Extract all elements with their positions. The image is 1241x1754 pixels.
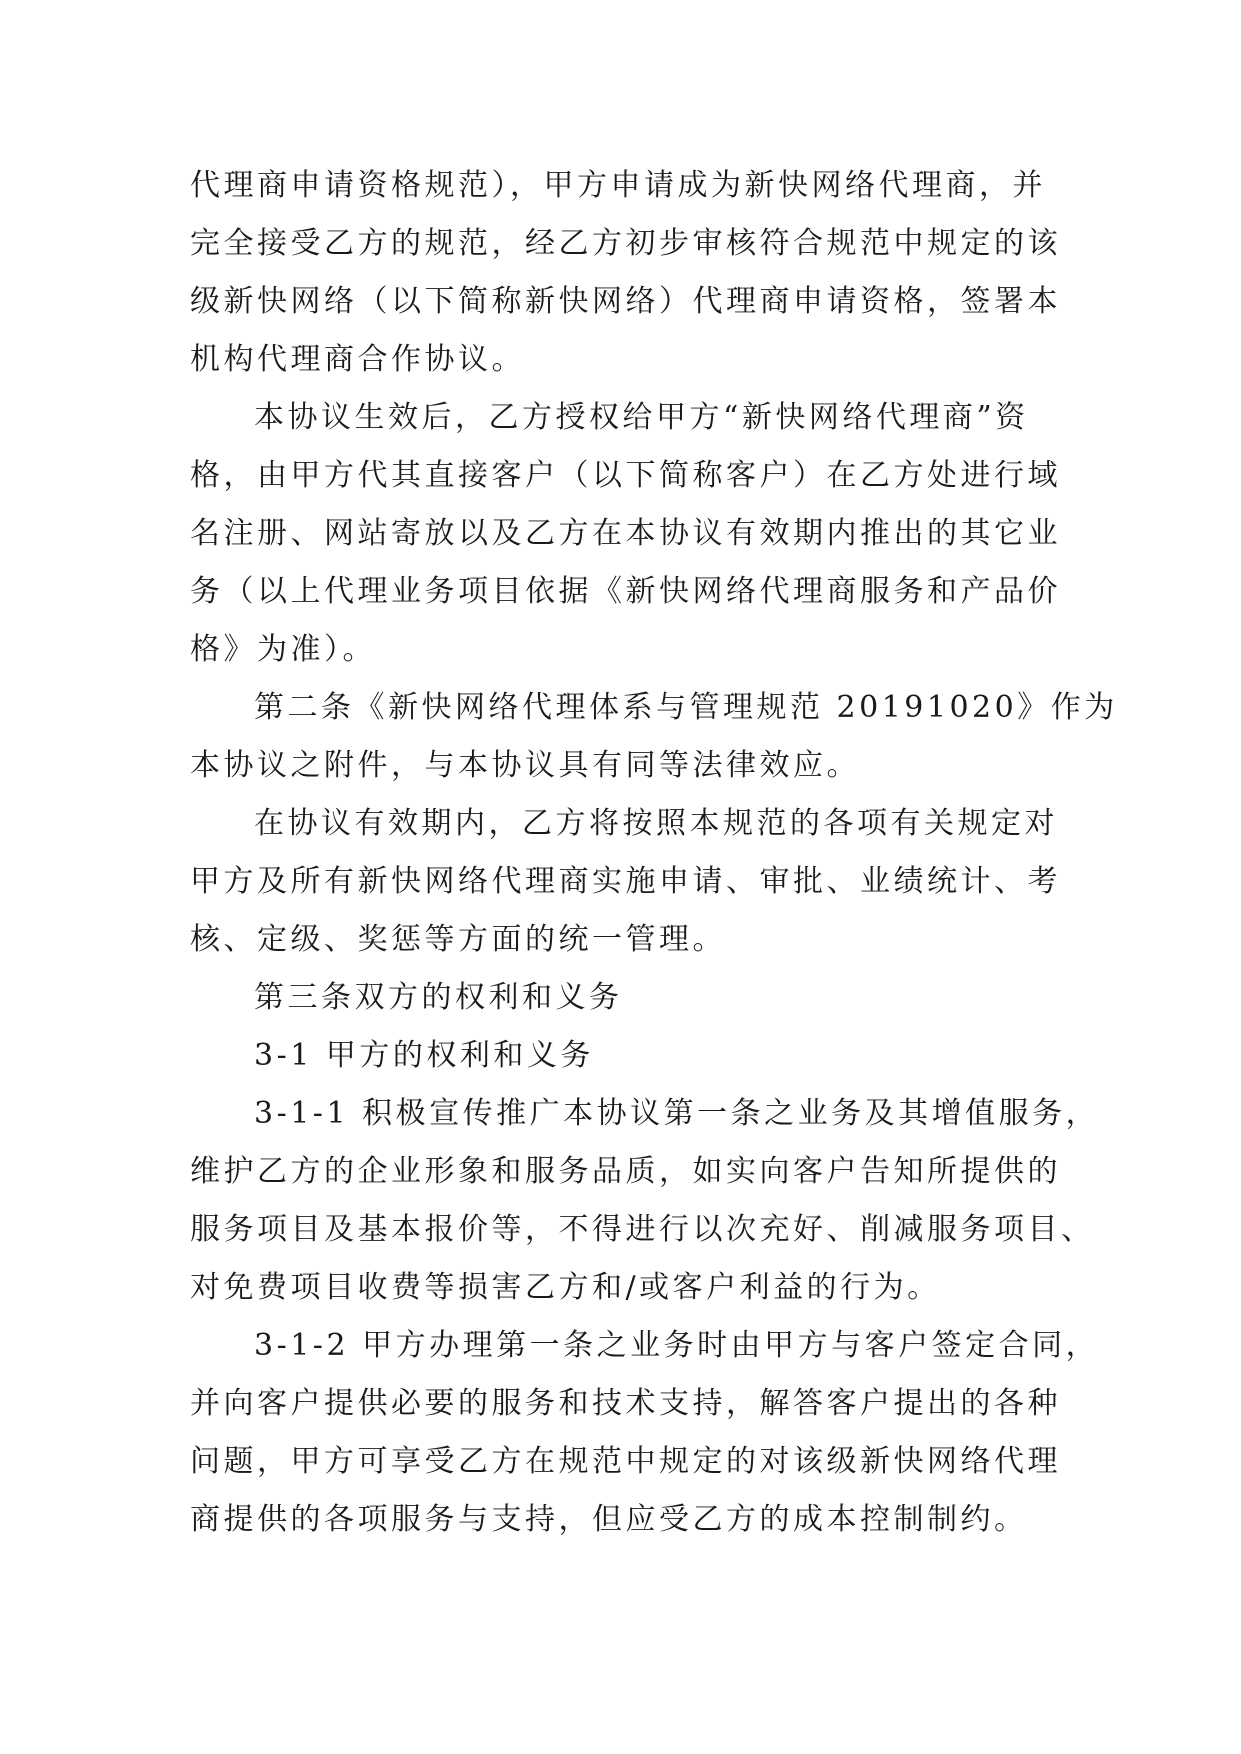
text-line: 问题，甲方可享受乙方在规范中规定的对该级新快网络代理 [190, 1444, 1061, 1479]
text-line: 并向客户提供必要的服务和技术支持，解答客户提出的各种 [190, 1386, 1061, 1421]
text-line: 级新快网络（以下简称新快网络）代理商申请资格，签署本 [190, 284, 1061, 319]
subsection-heading: 3-1 甲方的权利和义务 [254, 1038, 594, 1073]
text-line: 格》为准）。 [190, 632, 376, 667]
text-line: 服务项目及基本报价等，不得进行以次充好、削减服务项目、 [190, 1212, 1095, 1247]
text-line: 3-1-1 积极宣传推广本协议第一条之业务及其增值服务， [254, 1096, 1100, 1131]
text-line: 核、定级、奖惩等方面的统一管理。 [190, 922, 726, 957]
text-line: 维护乙方的企业形象和服务品质，如实向客户告知所提供的 [190, 1154, 1061, 1189]
text-line: 格，由甲方代其直接客户（以下简称客户）在乙方处进行域 [190, 458, 1061, 493]
text-line: 机构代理商合作协议。 [190, 342, 525, 377]
text-line: 对免费项目收费等损害乙方和/或客户利益的行为。 [190, 1270, 941, 1305]
text-line: 本协议之附件，与本协议具有同等法律效应。 [190, 748, 860, 783]
text-line: 代理商申请资格规范），甲方申请成为新快网络代理商，并 [190, 168, 1046, 203]
text-line: 商提供的各项服务与支持，但应受乙方的成本控制制约。 [190, 1502, 1028, 1537]
text-line: 3-1-2 甲方办理第一条之业务时由甲方与客户签定合同， [254, 1328, 1100, 1363]
section-heading: 第三条双方的权利和义务 [254, 980, 623, 1015]
text-line: 务（以上代理业务项目依据《新快网络代理商服务和产品价 [190, 574, 1061, 609]
text-line: 名注册、网站寄放以及乙方在本协议有效期内推出的其它业 [190, 516, 1061, 551]
text-line: 本协议生效后，乙方授权给甲方“新快网络代理商”资 [254, 400, 1029, 435]
text-line: 第二条《新快网络代理体系与管理规范 20191020》作为 [254, 690, 1118, 725]
document-body [190, 157, 1118, 1549]
text-line: 在协议有效期内，乙方将按照本规范的各项有关规定对 [254, 806, 1058, 841]
text-line: 完全接受乙方的规范，经乙方初步审核符合规范中规定的该 [190, 226, 1061, 261]
text-line: 甲方及所有新快网络代理商实施申请、审批、业绩统计、考 [190, 864, 1061, 899]
